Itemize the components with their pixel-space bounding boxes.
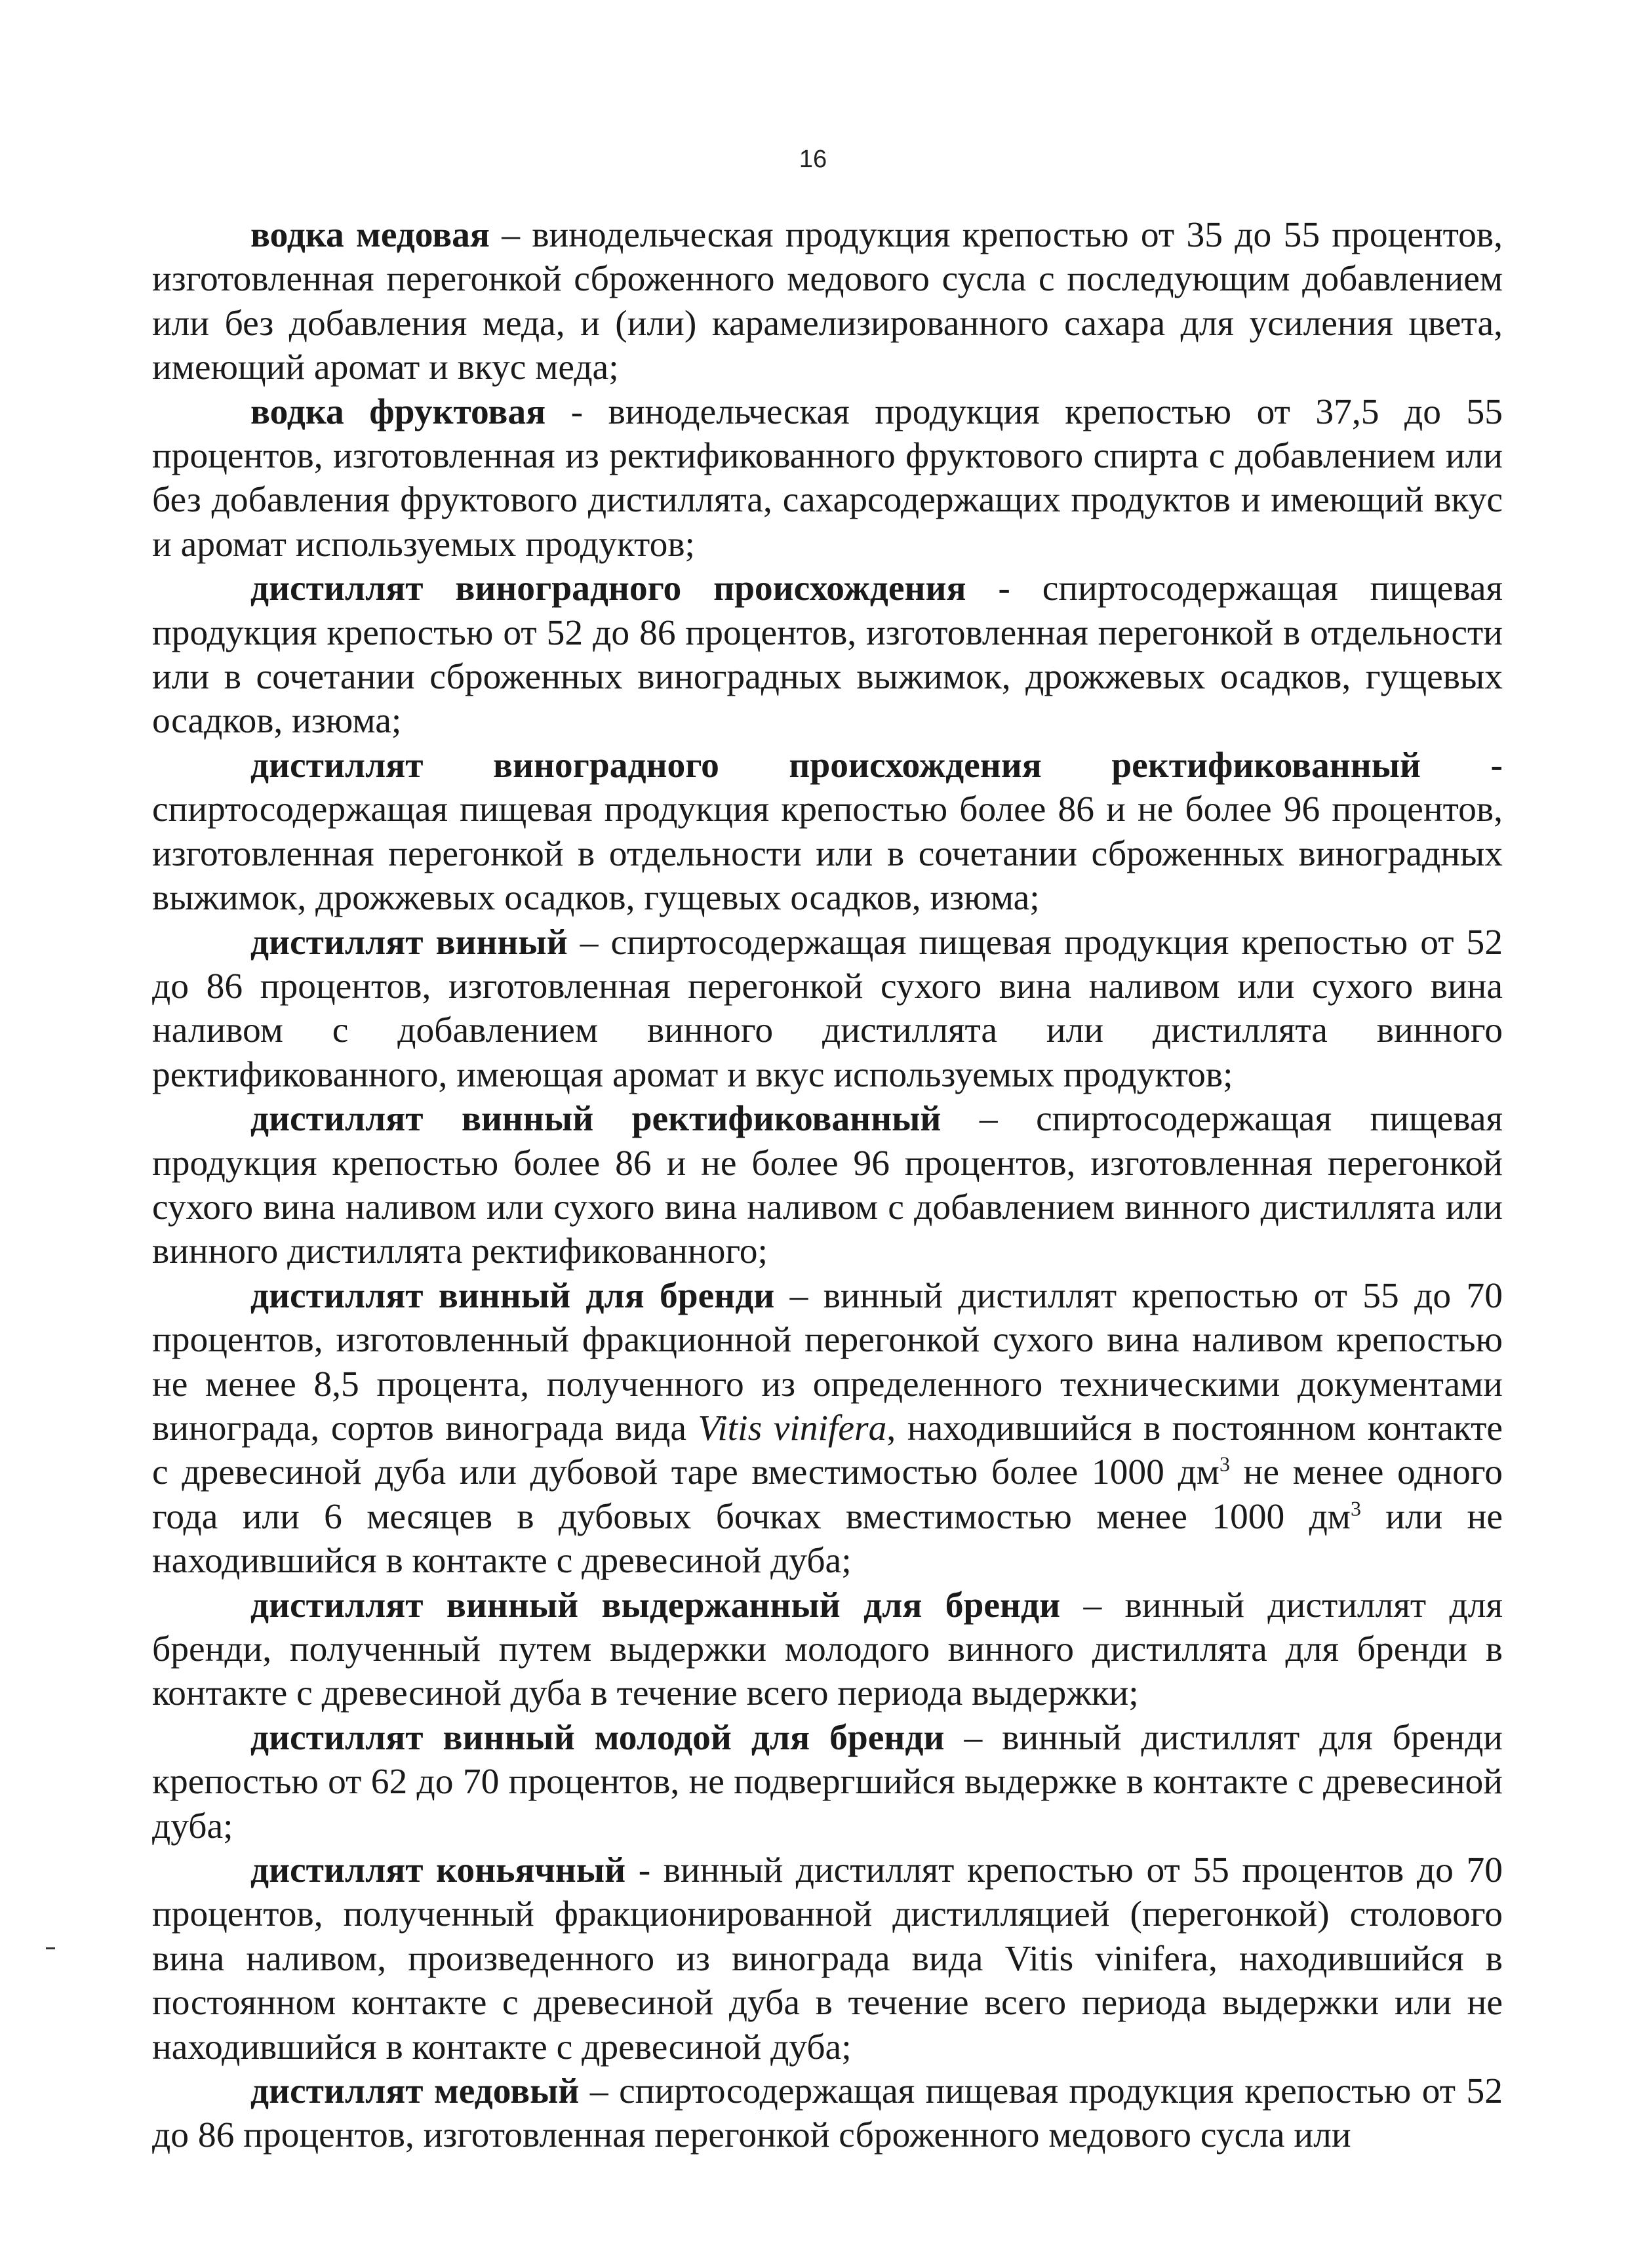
definition-text: – спиртосодержащая пищевая продукция крепостью от 52 до 86 процентов, изготовленная перегонкой сухого вина наливом или сухого вина наливом с добавлением винного дистиллята или дистиллята винного ректификованного, имеющая аромат и вкус используемых продуктов; (152, 922, 1503, 1095)
term: дистиллят винный (250, 922, 568, 963)
page-number: 16 (799, 146, 827, 173)
term: водка фруктовая (250, 391, 546, 432)
definition-wine-distillate (152, 921, 1503, 1098)
definition-text: - винодельческая продукция крепостью от 37,5 до 55 процентов, изготовленная из ректификованного фруктового спирта с добавлением или без добавления фруктового дистиллята, сахарсодержащих продуктов и имеющий вкус и аромат используемых продуктов; (152, 391, 1503, 565)
superscript: 3 (1350, 1496, 1361, 1521)
superscript: 3 (1219, 1452, 1230, 1476)
term: водка медовая (250, 215, 490, 255)
definition-cognac-distillate (152, 1848, 1503, 2069)
definition-text: не менее одного года или 6 месяцев в дубовых бочках вместимостью менее 1000 дм (152, 1452, 1503, 1537)
definition-text: – спиртосодержащая пищевая продукция крепостью от 52 до 86 процентов, изготовленная перегонкой сброженного медового сусла или (152, 2071, 1503, 2156)
definition-grape-distillate (152, 567, 1503, 744)
latin-species-name: Vitis vinifera (698, 1408, 887, 1448)
definition-grape-distillate-rectified (152, 744, 1503, 921)
definition-text: или не находившийся в контакте с древесиной дуба; (152, 1496, 1503, 1582)
scan-mark (46, 1947, 55, 1949)
term: дистиллят винный выдержанный для бренди (250, 1585, 1061, 1625)
definition-wine-distillate-aged-brandy (152, 1583, 1503, 1716)
definition-text: – винный дистиллят крепостью от 55 до 70 процентов, изготовленный фракционной перегонкой сухого вина наливом крепостью не менее 8,5 процента, полученного из определенного техническими документами винограда, сортов винограда вида (152, 1275, 1503, 1448)
definition-wine-distillate-young-brandy (152, 1716, 1503, 1848)
term: дистиллят винный молодой для бренди (250, 1717, 945, 1758)
document-body (152, 213, 1503, 2158)
term: дистиллят коньячный (250, 1850, 626, 1891)
definition-text: - спиртосодержащая пищевая продукция крепостью от 52 до 86 процентов, изготовленная перегонкой в отдельности или в сочетании сброженных виноградных выжимок, дрожжевых осадков, гущевых осадков, изюма; (152, 568, 1503, 742)
definition-text: – спиртосодержащая пищевая продукция крепостью более 86 и не более 96 процентов, изготовленная перегонкой сухого вина наливом или сухого вина наливом с добавлением винного дистиллята или винного дистиллята ректификованного; (152, 1099, 1503, 1272)
definition-vodka-honey (152, 213, 1503, 390)
definition-text: - спиртосодержащая пищевая продукция крепостью более 86 и не более 96 процентов, изготовленная перегонкой в отдельности или в сочетании сброженных виноградных выжимок, дрожжевых осадков, гущевых осадков, изюма; (152, 745, 1503, 919)
definition-wine-distillate-rectified (152, 1097, 1503, 1274)
term: дистиллят винный ректификованный (250, 1099, 942, 1140)
term: дистиллят медовый (250, 2071, 580, 2112)
definition-text: , находившийся в постоянном контакте с древесиной дуба или дубовой таре вместимостью более 1000 дм (152, 1408, 1503, 1493)
definition-text: – винодельческая продукция крепостью от 35 до 55 процентов, изготовленная перегонкой сброженного медового сусла с последующим добавлением или без добавления меда, и (или) карамелизированного сахара для усиления цвета, имеющий аромат и вкус меда; (152, 215, 1503, 388)
definition-text: – винный дистиллят для бренди, полученный путем выдержки молодого винного дистиллята для бренди в контакте с древесиной дуба в течение всего периода выдержки; (152, 1585, 1503, 1714)
definition-text: – винный дистиллят для бренди крепостью от 62 до 70 процентов, не подвергшийся выдержке в контакте с древесиной дуба; (152, 1717, 1503, 1846)
definition-wine-distillate-brandy (152, 1274, 1503, 1583)
term: дистиллят винный для бренди (250, 1275, 775, 1316)
definition-text: - винный дистиллят крепостью от 55 процентов до 70 процентов, полученный фракционированной дистилляцией (перегонкой) столового вина наливом, произведенного из винограда вида Vitis vinifera, находившийся в постоянном контакте с древесиной дуба в течение всего периода выдержки или не находившийся в контакте с древесиной дуба; (152, 1850, 1503, 2067)
term: дистиллят виноградного происхождения ректификованный (250, 745, 1421, 786)
definition-honey-distillate (152, 2069, 1503, 2158)
term: дистиллят виноградного происхождения (250, 568, 966, 609)
definition-vodka-fruit (152, 390, 1503, 567)
